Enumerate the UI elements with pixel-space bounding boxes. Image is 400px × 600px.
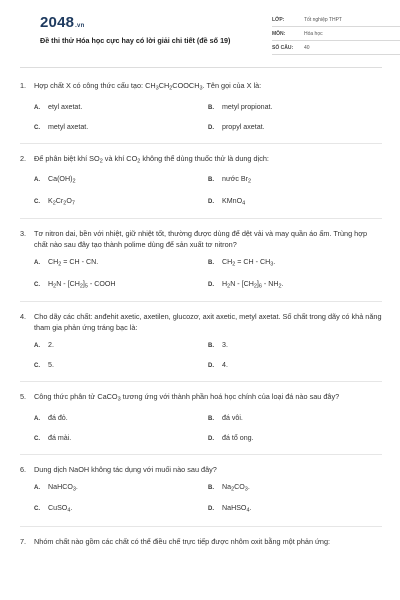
question-text: Cho dãy các chất: anđehit axetic, axetilen, glucozơ, axit axetic, metyl axetat. Số chất trong dãy có khả năng tham gia phản ứng tráng bạc là:	[34, 312, 382, 332]
question-number: 2.	[20, 153, 27, 163]
option-letter: B.	[208, 104, 214, 111]
meta-row	[272, 42, 400, 55]
answer-option[interactable]	[208, 433, 382, 444]
option-text: đá đỏ.	[48, 413, 68, 422]
answer-option[interactable]	[208, 257, 382, 270]
answer-option[interactable]	[34, 503, 208, 516]
option-text: $H_2N - [CH_2]_6 - NH_2$.	[222, 279, 284, 289]
question-number: 5.	[20, 392, 27, 401]
option-letter: C.	[34, 506, 40, 512]
question-number: 6.	[20, 464, 27, 474]
meta-value: Tốt nghiệp THPT	[304, 17, 342, 23]
meta-key: LỚP:	[272, 17, 285, 23]
question-text: Để phân biệt khí $SO_2$ và khí $CO_2$ không thể dùng thuốc thử là dung dịch:	[34, 153, 269, 164]
option-text: KMnO$_4$	[222, 196, 246, 206]
answer-options	[20, 174, 382, 208]
option-letter: D.	[208, 506, 214, 512]
answer-options	[20, 482, 382, 516]
question-stem	[20, 536, 382, 547]
header-divider	[20, 67, 382, 68]
option-text: 5.	[48, 361, 54, 369]
option-letter: B.	[208, 415, 214, 422]
answer-option[interactable]	[208, 196, 382, 209]
meta-row	[272, 14, 400, 27]
site-logo[interactable]	[40, 14, 84, 31]
option-letter: A.	[34, 260, 40, 266]
answer-option[interactable]	[34, 174, 208, 187]
question-stem	[20, 228, 382, 250]
answer-option[interactable]	[208, 102, 382, 113]
question-divider	[20, 301, 382, 302]
question-divider	[20, 381, 382, 382]
answer-option[interactable]	[34, 360, 208, 371]
answer-option[interactable]	[34, 340, 208, 351]
question-6	[20, 464, 382, 516]
option-text: $Ca(OH)_2$	[48, 175, 76, 185]
question-text: Tơ nitron dai, bền với nhiệt, giữ nhiệt tốt, thường được dùng để dệt vải và may quần áo ấm. Trùng hợp chất nào sau đây tạo thành polime dùng để sản xuất tơ nitron?	[34, 229, 368, 249]
question-divider	[20, 454, 382, 455]
option-text: $CH_2$ = CH - $CH_3$.	[222, 258, 276, 268]
option-letter: A.	[34, 177, 40, 183]
answer-options	[20, 413, 382, 444]
answer-options	[20, 102, 382, 133]
option-letter: B.	[208, 343, 214, 349]
option-text: 2.	[48, 341, 54, 349]
answer-option[interactable]	[208, 174, 382, 187]
option-letter: B.	[208, 484, 214, 491]
option-letter: C.	[34, 198, 40, 205]
option-text: đá mài.	[48, 433, 72, 442]
answer-option[interactable]	[34, 196, 208, 209]
question-3	[20, 228, 382, 291]
answer-option[interactable]	[34, 102, 208, 113]
question-number: 4.	[20, 312, 27, 321]
answer-option[interactable]	[208, 503, 382, 516]
question-text: Hợp chất X có công thức cấu tạo: $CH_3CH_2COOCH_3$. Tên gọi của X là:	[34, 81, 262, 92]
option-text: NaHSO$_4$.	[222, 504, 252, 514]
question-stem	[20, 153, 382, 168]
option-letter: D.	[208, 435, 214, 442]
answer-option[interactable]	[34, 433, 208, 444]
answer-options	[20, 257, 382, 291]
option-letter: A.	[34, 484, 40, 491]
question-2	[20, 153, 382, 209]
question-number: 1.	[20, 81, 27, 90]
question-text: Công thức phân tử CaCO$_3$ tương ứng với thành phần hoá học chính của loại đá nào sau đây?	[34, 392, 340, 403]
option-letter: D.	[208, 124, 214, 131]
option-text: $Na_2CO_3$.	[222, 482, 250, 492]
option-text: $CH_2$ = CH - CN.	[48, 258, 99, 268]
question-7	[20, 536, 382, 547]
exam-title: Đề thi thử Hóa học cực hay có lời giải chi tiết (đề số 19)	[40, 36, 231, 45]
answer-option[interactable]	[208, 482, 382, 495]
question-stem	[20, 80, 382, 95]
answer-option[interactable]	[208, 279, 382, 292]
question-4	[20, 311, 382, 371]
option-text: đá tổ ong.	[222, 433, 254, 442]
option-letter: B.	[208, 177, 214, 183]
option-letter: D.	[208, 281, 214, 288]
option-text: CuSO$_4$.	[48, 504, 73, 514]
option-letter: D.	[208, 363, 214, 369]
question-list	[20, 80, 382, 547]
option-letter: A.	[34, 104, 40, 111]
meta-key: SỐ CÂU:	[272, 45, 294, 51]
option-letter: A.	[34, 415, 40, 422]
question-stem	[20, 464, 382, 475]
question-stem	[20, 391, 382, 406]
option-text: metyl axetat.	[48, 122, 89, 131]
answer-options	[20, 340, 382, 371]
question-text: Dung dịch NaOH không tác dụng với muối nào sau đây?	[34, 464, 217, 474]
logo-text: 2048	[40, 14, 75, 31]
answer-option[interactable]	[34, 279, 208, 292]
question-number: 3.	[20, 229, 27, 238]
meta-row	[272, 28, 400, 41]
meta-value: Hóa học	[304, 31, 323, 37]
option-letter: C.	[34, 281, 40, 288]
question-divider	[20, 526, 382, 527]
option-letter: D.	[208, 198, 214, 205]
answer-option[interactable]	[208, 360, 382, 371]
option-letter: A.	[34, 343, 40, 349]
answer-option[interactable]	[34, 413, 208, 424]
option-letter: C.	[34, 124, 40, 131]
question-5	[20, 391, 382, 444]
answer-option[interactable]	[34, 482, 208, 495]
option-letter: C.	[34, 435, 40, 442]
option-text: etyl axetat.	[48, 102, 83, 111]
answer-option[interactable]	[208, 122, 382, 133]
option-letter: B.	[208, 260, 214, 266]
answer-option[interactable]	[34, 257, 208, 270]
exam-meta	[272, 14, 400, 56]
logo-suffix: .vn	[75, 23, 85, 29]
option-text: $K_2Cr_2O_7$	[48, 196, 75, 206]
question-1	[20, 80, 382, 133]
meta-value: 40	[304, 45, 310, 51]
option-text: propyl axetat.	[222, 122, 265, 131]
option-text: đá vôi.	[222, 413, 243, 422]
option-text: NaHCO$_3$.	[48, 482, 78, 492]
answer-option[interactable]	[208, 340, 382, 351]
question-divider	[20, 218, 382, 219]
exam-header	[20, 0, 382, 66]
answer-option[interactable]	[208, 413, 382, 424]
option-text: metyl propionat.	[222, 102, 273, 111]
question-divider	[20, 143, 382, 144]
option-text: nước $Br_2$	[222, 175, 252, 185]
option-letter: C.	[34, 363, 40, 369]
question-text: Nhóm chất nào gồm các chất có thể điều chế trực tiếp được nhôm oxit bằng một phản ứng:	[34, 536, 331, 546]
meta-key: MÔN:	[272, 31, 286, 37]
option-text: $H_2N - [CH_2]_5$ - COOH	[48, 279, 116, 289]
option-text: 3.	[222, 341, 228, 349]
question-number: 7.	[20, 536, 27, 546]
answer-option[interactable]	[34, 122, 208, 133]
question-stem	[20, 311, 382, 333]
option-text: 4.	[222, 361, 228, 369]
